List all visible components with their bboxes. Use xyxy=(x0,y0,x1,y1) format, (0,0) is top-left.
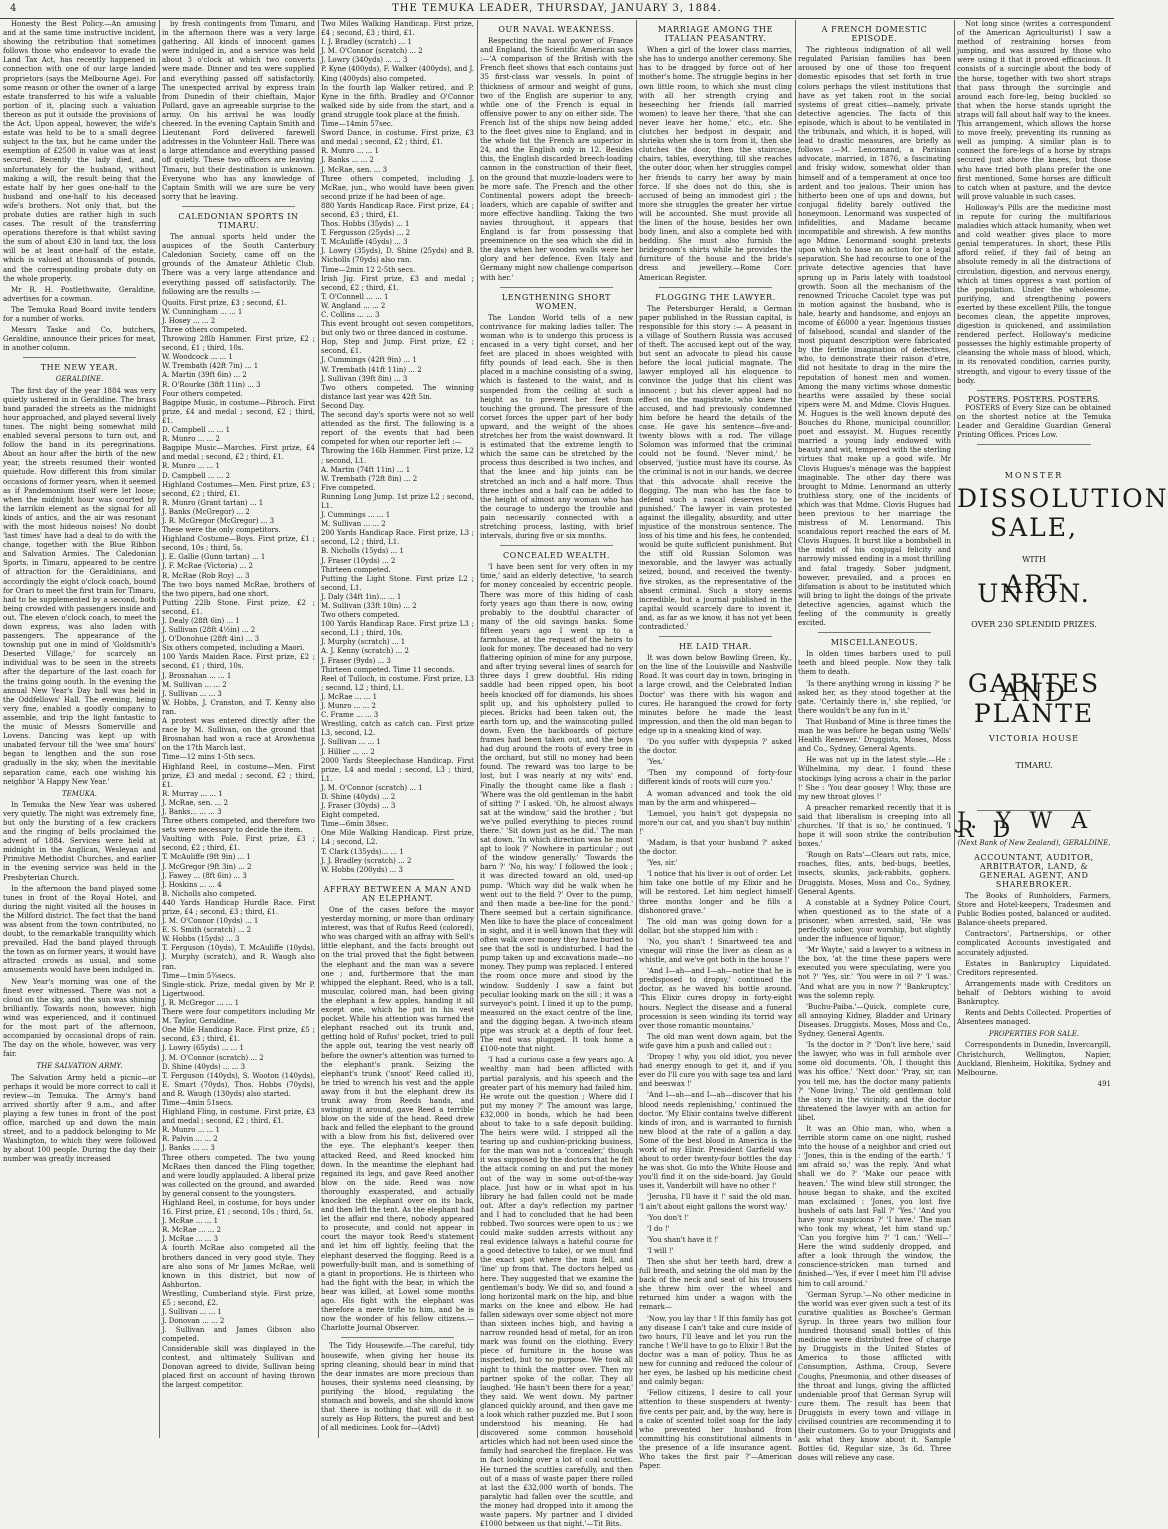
result-line: A. J. Kenny (scratch) ... 2 xyxy=(321,647,409,656)
result-line: Putting 22lb Stone. First prize, £2 ; second, £1. xyxy=(162,598,315,616)
article-paragraph: 'Buchu-Paiba.'—Quick, complete cure, all annoying Kidney, Bladder and Urinary Diseases. Druggists. Moses, Moss and Co., Sydney, General Agents. xyxy=(798,1002,951,1039)
result-line: J. Banks... ... ... 3 xyxy=(162,807,222,816)
article-paragraph: 'Now, you lay thar ! If this family has got any disease I can't take and cure inside of two hours, I'll leave and let you run the ranche ! We'll have to go to Elixir ! But the doctor was a man of policy. Thus he as new for cunning and reduced the colour of her eyes, he lashed up his medicine chest and calmly began: xyxy=(639,1314,792,1387)
article-paragraph: 'I have been sent for very often in my time,' said an elderly detective, 'to search for money concealed by eccentric people. There was more of this hiding of cash forty years ago than there is now, owing probably to the doubtful character of many of the old savings banks. Some fifteen years ago I went up to a farmhouse, at the request of the heirs to look for money. The deceased had no very flattering opinion of mine for any purpose, and after trying several lines of search for three days I grew doubtful. His riding saddle had been ripped open, his boot heels knocked off for diamonds, his shoes split up, and his upholstery pulled to pieces. Bricks had been taken out, the earth torn up, and the wainscoting pulled down. Even the backboards of picture frames had been taken out, and the boys had dug around the roots of every tree in the orchard, but still no money had been found. The reward was too large to be lost, but I was nearly at my wits' end. Finally the thought came like a flash : 'Where was the old gentleman in the habit of sitting ?' I asked. 'Oh, he almost always sat at the window,' said the brother ; 'but we've pulled everything to pieces round there.' 'Sit down just as he did.' The man sat down. 'In which direction was he most apt to look ?' Nowhere in particular ; out of the window generally.' 'Towards the barn ?' 'No, his way.' I followed the look ; it was directed toward an old, used-up pump. 'Which way did he walk when he went out to the field ?' Over to the pump, and then made a bee-line for the pond.' There seemed but a certain significance. Men like to have the place of concealment in sight, and it is well known that they will often walk over money they have buried to see that the soil is undisturbed. I had the pump taken up and excavations made—no money. They pump was replaced. I entered the room once more and stood by the window. Suddenly I saw a faint but peculiar looking mark on the sill ; it was a surveyor's point. I lined it up to the pump, measured on the exact centre of the line, and the digging began. A two-inch steam pipe was struck at a depth of four feet. The end was plugged. It took home a £100-note that night. xyxy=(480,563,633,1054)
result-line: A protest was entered directly after the race by M. Sullivan, on the ground that Brosnahan had won a race at Arowhenua on the 17th March last. xyxy=(162,717,315,753)
result-line: J. O'Donohue (28ft 4in) ... 3 xyxy=(162,635,260,644)
notice: Messrs Taske and Co, butchers, Geraldine, announce their prices for meat, in another column. xyxy=(3,326,156,353)
article-paragraph: In Temuka the New Year was ushered very quietly. The night was extremely fine, but only the bursting of a few crackers and the ringing of bells proclaimed the advent of 1884. Services were held at midnight in the Anglican, Wesleyan and Primitive Methodist Churches, and earlier in the evening service was held in the Presbyterian Church. xyxy=(3,800,156,882)
result-line: W. Angland ... ... 2 xyxy=(321,301,386,310)
result-line: J. Brosnahan ... ... 1 xyxy=(162,671,232,680)
result-line: W. Hobbs, J. Cranston, and T. Kenny also ran. xyxy=(162,698,315,716)
article-paragraph: 'Fellow citizens, I desire to call your attention to these suspenders at twenty-five cents per pair, and, by the way, here is a cake of scented toilet soap for the lady who prevented her husband from committing his constitutional ailments in the presence of a life insurance agent. Who takes the first pair ?'—American Paper. xyxy=(639,1389,792,1471)
divider xyxy=(500,287,613,288)
result-line: Highland Costumes—Men. First prize, £3 ; second, £2 ; third, £1. xyxy=(162,480,315,498)
article-paragraph: Not long since (writes a correspondent of the American Agriculturist) I saw a method of restraining horses from jumping, and was assured by those who were using it that it proved efficacious. It consists of a surcingle about the body of the horse, together with two short straps that pass through the surcingle and around each fore-leg, being buckled so that when the horse stands upright the straps will fall about half way to the knees. This arrangement, which allows the horse to move freely, preventing its running as well as jumping. A similar plan is to connect the fore-legs of a horse by straps secured just above the knees, but those who have tried both plans prefer the one first mentioned. Some horses are difficult to catch when at pasture, and the device will prove valuable in such cases. xyxy=(957,20,1111,201)
result-line: J. Murphy (scratch) ... 1 xyxy=(321,638,406,647)
headline: MISCELLANEOUS. xyxy=(830,638,919,648)
result-line: J. McRae, sen. ... 2 xyxy=(162,798,229,807)
divider xyxy=(182,206,295,207)
divider xyxy=(659,636,772,637)
result-line: J. Munro ... ... 2 xyxy=(321,702,376,711)
result-line: A. Martin (39ft 6in) ... 2 xyxy=(162,371,247,380)
ward-properties: PROPERTIES FOR SALE. xyxy=(988,1030,1080,1039)
notice: Mr R. H. Postlethwaite, Geraldine, advertises for a cowman. xyxy=(3,285,156,303)
result-line: J. Sullivan ... ... 1 xyxy=(162,1308,222,1317)
result-line: Time—14min 57sec. xyxy=(321,120,393,129)
article-paragraph: 'Is the doctor in ?' 'Don't live here,' said the lawyer, who was in full armhole over some old documents. 'Oh, I thought this was his office.' 'Next door.' 'Pray, sir, can you tell me, has the doctor many patients ?' 'None living.' The old gentleman told the story in the vicinity, and the doctor threatened the lawyer with an action for libel. xyxy=(798,1041,951,1122)
result-line: J. Fawey ... (8ft 6in) ... 3 xyxy=(162,871,247,880)
article-paragraph: 'You shan't have it !' xyxy=(647,1235,719,1244)
result-line: W. Hobbs (15yds) ... 3 xyxy=(162,935,240,944)
result-line: J. McRae ... ... 1 xyxy=(162,1217,219,1226)
article-paragraph: 'I had a curious case a few years ago. A wealthy man had been afflicted with partial paralysis, and his speech and the greater part of his memory had failed him. He wrote out the question ; Where did I put my money ?' The amount was large, £32,000 in bonds, which he had been about to take to a safe deposit building. The heirs were wild. I stripped all the tearing up and cushion-pricking business, for the man was not a 'concealer,' though it was supposed by the doctors that he felt the attack coming on and put the money out of the way in some out-of-the-way place. Just how or in what spot in his library he had fallen could not be made out. After a day's reflection my partner and I had to concluded that he had been robbed. Two sources were open to us ; we could make sudden arrests without any real evidence (always a hateful course for a good detective to take), or we must find the exact spot where the man fell, and 'line' up from that. The doctors helped us here. They suggested that we examine the gentleman's body. We did so, and found a long horizontal mark on the hip, and blue marks on the knee and elbow. He had fallen sideways over some object not more than sixteen inches high, and having a narrow rounded head of metal, for an iron mark was found on the clothing. Every piece of furniture in the house was inspected, but to no purpose. We took all night to think the matter over. Then my partner spoke of the collar. They all laughed. 'He hasn't been there for a year,' they said. We went down. My partner glanced quickly around, and then gave me a look which rather puzzled me. But I soon understood his meaning. He had discovered some common household articles which had not been used since the family had searched the fireplace. He was in fact looking over a lot of coal scuttles. He turned the scuttles carefully, and then out of a mass of waste paper there rolled at last the £32,000 worth of bonds. The paralytic had fallen over the scuttle, and the money had dropped into it among the waste papers. My partner and I divided £1000 between us that night.'—Tit Bits. xyxy=(480,1056,633,1529)
article-paragraph: A woman advanced and took the old man by the arm and whispered— xyxy=(639,789,792,807)
article-paragraph: When a girl of the lower class marries, she has to undergo another ceremony. She has to be dragged by force out of her mother's home. The struggle begins in her own little room, to which she must cling with all her strength crying and beseeching her friends (all married women) to leave her there, 'that she can never leave her home,' etc., etc. She clutches her bedpost in despair, and shrieks when she is torn from it, then she clutches the door, then the staircase, chairs, tables, everything, till she reaches the outer door, when her struggles compel her friends to carry her away by main force. If she does not do this, she is accused of being an immodest girl ; the more she struggles the greater her virtue will be accounted. She must provide all the linen of the house, besides her own body linen, and also a complete bed with bedding. She must also furnish the bridegroom's shirts while he provides the furniture of the house and the bride's dress and jewellery.—Rome Corr. American Register. xyxy=(639,46,792,282)
result-line: The second day's sports were not so well attended as the first. The following is a report of the events that had been competed for when our reporter left :— xyxy=(321,411,474,447)
result-line: I. J. Bradley (scratch) ... 1 xyxy=(321,38,412,47)
result-line: A fourth McRae also competed all the brothers danced in very good style. They are also sons of Mr James McRae, well known in this district, but now of Ashburton. xyxy=(162,1244,315,1289)
result-line: J. Fraser (9yds) ... 3 xyxy=(321,656,391,665)
ad-code: 491 xyxy=(1097,1079,1111,1088)
result-line: One Mile Walking Handicap. First prize, L4 ; second, L2. xyxy=(321,829,474,847)
result-line: Highland Costume—Boys. First prize, £1 ; second, 10s ; third, 5s. xyxy=(162,535,315,553)
result-line: J. Fraser (10yds) ... 2 xyxy=(321,556,396,565)
result-line: Highland Fling, in costume. First prize, £3 and medal ; second, £2 ; third, £1. xyxy=(162,1108,315,1126)
ward-paragraph: Rents and Debts Collected. Properties of Absentees managed. xyxy=(957,1009,1111,1027)
result-line: J. McRae ... ... 3 xyxy=(162,1235,219,1244)
result-line: T. O'Connell ... ... 1 xyxy=(321,292,389,301)
subheading: TEMUKA. xyxy=(61,789,98,798)
result-line: D. Campbell ... ... 2 xyxy=(162,471,231,480)
article-paragraph: 'Jerusha, I'll have it !' said the old man. 'I ain't about eight gallons the worst way.' xyxy=(639,1193,792,1211)
result-line: J. M. O'Connor (scratch) ... 1 xyxy=(321,783,423,792)
result-line: J. R. McGregor (McGregor) ... 3 xyxy=(162,516,275,525)
result-line: C. Collins ... ... 3 xyxy=(321,311,380,319)
result-line: R. Munro ... ... 2 xyxy=(162,435,220,444)
divider xyxy=(977,444,1091,445)
result-line: 200 Yards Handicap Race. First prize, L3 ; second, L2 ; third, L1. xyxy=(321,529,474,547)
article-paragraph: Then she shut her teeth hard, drew a full breath, and seizing the old man by the back of the neck and seat of his trousers she threw him over the wheel and returned him under a wagon with the remark— xyxy=(639,1258,792,1312)
result-line: The two boys named McRae, brothers of the two pipers, had one short. xyxy=(162,580,315,598)
result-line: R. Munro ... ... 1 xyxy=(162,462,220,471)
result-line: J. M. O'Connor (scratch) ... 2 xyxy=(321,47,423,56)
result-line: M. Sullivan (33ft 10in) ... 2 xyxy=(321,602,417,610)
result-line: Quoits. First prize, £3 ; second, £1. xyxy=(162,298,288,307)
result-line: J. Sullivan ... ... 3 xyxy=(162,689,222,698)
article-paragraph: A constable at a Sydney Police Court, when questioned as to the state of a prisoner, when arrested, said, 'He was perfectly sober, your worship, but slightly under the influence of liquor.' xyxy=(798,898,951,944)
column-4 xyxy=(477,20,636,1529)
ad-dissolution: DISSOLUTION xyxy=(957,484,1168,514)
headline: HE LAID THAR. xyxy=(678,642,753,652)
result-line: Running Long Jump. 1st prize L2 ; second, L1. xyxy=(321,492,474,510)
result-line: One Mile Handicap Race. First prize, £5 ; second, £3 ; third, £1. xyxy=(162,1026,315,1044)
article-paragraph: The annual sports held under the auspices of the South Canterbury Caledonian Society, came off on the grounds of the Amateur Athletic Club. There was a very large attendance and everything passed off satisfactorily. The following are the results :— xyxy=(162,233,315,296)
article-paragraph: In the afternoon the band played some tunes in front of the Royal Hotel, and during the night visited all the houses in the Milford district. The fact that the band was absent from the town contributed, no doubt, to the remarkable tranquility which prevailed. Had the band played through the town as on former years, it would have attracted crowds as usual, and some amusements would have been indulged in. xyxy=(3,884,156,975)
ward-address: (Next Bank of New Zealand), GERALDINE, xyxy=(957,838,1111,847)
ad-plante: PLANTE xyxy=(973,699,1095,729)
headline: THE NEW YEAR. xyxy=(40,363,119,373)
result-line: Time—6min 38sec. xyxy=(321,820,389,829)
result-line: Sword Dance, in costume. First prize, £3 and medal ; second, £2 ; third, £1. xyxy=(321,129,474,147)
article-paragraph: One of the cases before the mayor yesterday morning, or more than ordinary interest, was that of Rufus Reed (colored), who was charged with an affray with Sell's little elephant, and the facts brought out on the trial proved that the fight between the elephant and the man was a severe one ; and, furthermore that the man whipped the elephant. Reed, who is a tall, muscular, colored man, had been giving the elephant a few apples, handing it all except one, which he put in his vest pocket. While his attention was turned the elephant reached out its trunk and, getting hold of Rufus' pocket, tried to pull the apple out, tearing the vest nearly off before the owner's attention was turned to the elephant's prank. Seizing the elephant's trunk ('snoot' Reed called it), he tried to wrench his vest and the apple away from it but the elephant drew its trunk away from Reeds hands, and swinging it around, gave Reed a terrible blow on the side of the head. Reed drew back and felled the elephant to the ground with a blow from his fist, delivered over the eye. The elephant's keeper then attacked Reed, and Reed knocked him down. In the meantime the elephant had regained its legs, and gave Reed another blow on the side. Reed was now thoroughly exasperated, and actually knocked the elephant over on its back, and then left the tent. As the elephant had let the affair end there, nobody appeared to prosecute, and could not appear in court the mayor took Reed's statement and let him off lightly, feeling that the elephant deserved the flogging. Reed is a powerfully-built man, and is something of a giant in proportions. He is thirteen who had the fight with the bear, in which the bear was killed, at Lowel some months ago. His fight with the elephant was therefore a mere trifle to him, and he is now the wonder of his fellow citizens.—Charlotte Journal Observer. xyxy=(321,906,474,1333)
result-line: Thirteen competed. xyxy=(321,565,391,574)
result-line: T. Ferguson (10yds), T. McAuliffe (10yds), J. Murphy (scratch), and R. Waugh also ran. xyxy=(162,944,315,971)
ward-paragraph: Contractors', Partnerships, or other complicated Accounts investigated and accurately adjusted. xyxy=(957,930,1111,957)
results-list xyxy=(321,20,474,875)
result-line: J. E. Gallie (Gunn tartan) ... 1 xyxy=(162,553,266,562)
article-paragraph: The old man was going down for a dollar, but she stopped him with : xyxy=(639,917,792,935)
result-line: W. Trembath (42ft 7in) ... 1 xyxy=(162,362,259,371)
article-paragraph: New Year's morning was one of the finest ever witnessed. There was not a cloud on the sky, and the sun was shining brilliantly. Towards noon, however, high wind was experienced, and it continued for the most part of the afternoon, accompanied by occasional drops of rain. The day on the whole, however, was very fair. xyxy=(3,977,156,1059)
ward-paragraph: Correspondents in Dunedin, Invercargill, Christchurch, Wellington, Napier, Auckland, Blenheim, Hokitika, Sydney and Melbourne. xyxy=(957,1041,1111,1077)
article-paragraph: 'And I—ah—and I—ah—notice that he is predisposed to dropsy,' continued the doctor, as he waved his bottle around. 'This Elixir cures dropsy in forty-eight hours. Neglect the disease and a funeral procession is seen winding its torrid way over those romantic mountains.' xyxy=(639,967,792,1030)
headline: AFFRAY BETWEEN A MAN AND AN ELEPHANT. xyxy=(323,884,472,903)
result-line: P. Kyne (400yds), F. Walker (400yds), and J. King (400yds) also competed. xyxy=(321,65,475,83)
result-line: Five competed. xyxy=(321,483,376,492)
result-line: J. Sullivan ... ... 1 xyxy=(321,738,381,747)
result-line: J. Lowry (35yds), D. Shine (25yds) and B. Nicholls (70yds) also ran. xyxy=(321,247,474,265)
subheading: THE SALVATION ARMY. xyxy=(36,1062,123,1071)
posters-heading: POSTERS. POSTERS. POSTERS. xyxy=(967,394,1101,404)
ward-paragraph: Estates in Bankruptcy Liquidated. Creditors represented. xyxy=(957,959,1111,977)
notice: The Temuka Road Board invite tenders for a number of works. xyxy=(3,305,156,323)
ad-timaru: TIMARU. xyxy=(1015,761,1053,771)
result-line: Considerable skill was displayed in the contest, and ultimately Sullivan and Donovan agreed to divide, Sullivan being placed first on account of having thrown the largest competitor. xyxy=(162,1344,315,1389)
article-paragraph: Honesty the Best Policy.—An amusing and at the same time instructive incident, showing the retribution that sometimes follows those who endeavor to evade the Land Tax Act, has recently happened in connection with one of our large landed proprietors (says the Melbourne Age). For some reason or other the owner of a large estate transferred to his wife a valuable portion of it, placing such a valuation thereon as put it outside the provisions of the Act. Upon appeal, however, the wife's estate was held to be to a small degree subject to the tax, but he came under the exemption of £2500 in value was at least secured. Recently the lady died, and, unfortunately for the husband, without making a will, the result being that the estate half by her goes one-half to the husband and one-half to his deceased wife's brothers. Not only that, but the probate duties are rather high in such cases. The result of the transferring operations therefore is that whilst saving the sum of about £30 in land tax, the loss will be at least one-half of the estate, which is valued at thousands of pounds, and the corresponding probate duty on the whole property. xyxy=(3,20,156,283)
divider xyxy=(977,390,1091,391)
article-paragraph: The first day of the year 1884 was very quietly ushered in in Geraldine. The brass band paraded the streets as the midnight hour approached, and played several lively tunes. The night being somewhat mild enabled several persons to turn out, and follow the band in its peregrinations. About an hour after the birth of the new year, the streets resumed their wonted quietude. How different this from similar occasions of former years, when it seemed as if Pandemonium itself were let loose; when the midnight hour was courted by the larrikin element as the signal for all kinds of antics, and the air was resonant with the most hideous noises! No doubt 'last times' have had a deal to do with the change, together with the Blue Ribbon and Salvation Armies. The Caledonian Sports, in Timaru, appeared to be centre of attraction for the Geraldinians, and accordingly the eight o'clock coach, bound for Orari to meet the first train for Timaru, had to be supplemented by a second, both being crowded with passengers inside and out. The eleven o'clock coach, to meet the down express, was also laden with passengers. The appearance of the township put one in mind of 'Goldsmith's Deserted Village,' for scarcely an individual was to be seen in the streets after the departure of the last coach for the trains going south. In the evening the annual New Year's Day ball was held in the Oddfellows' Hall. The evening, being very fine, enabled a goodly company to assemble, and trip the light fantastic to the music of Messrs Somerville and Lovens. Dancing was kept up with unabated fervour till the 'wee sma' hours' began to lengthen and the sun rose gradually in the sky, when the inevitable separation came, each one wishing his neighbor 'A Happy New Year.' xyxy=(3,386,156,786)
result-line: Three others competed. xyxy=(162,326,247,334)
article-paragraph: The Salvation Army held a picnic—or perhaps it would be more correct to call it review—in Temuka. The Army's band arrived shortly after 9 a.m., and after playing a few tunes in front of the post office, marched up and down the main street, and to a paddock belonging to Mr Washington, to which they were followed by about 100 people. During the day their number was greatly increased xyxy=(3,1073,156,1164)
result-line: 2000 Yards Steeplechase Handicap. First prize, L4 and medal ; second, L3 ; third, L1. xyxy=(321,756,474,783)
result-line: W. Woodcock ... ... 1 xyxy=(162,353,233,362)
column-2 xyxy=(159,20,318,1438)
result-line: D. Shine (40yds) ... 2 xyxy=(321,792,396,801)
advertisement: Holloway's Pills are the medicine most in repute for curing the multifarious maladies which attack humanity, when wet and cold weather gives place to more genial temperatures. In short, these Pills afford relief, if they fail of being an absolute remedy in all the distractions of circulation, digestion, and nervous energy, which at times oppress a vast portion of the population. Under the wholesome, purifying, and strengthening powers exerted by these excellent Pills, the tongue becomes clean, the appetite improves, digestion is quickened, and assimilation rendered perfect. Holloway's medicine possesses the highly estimable property of cleansing the whole mass of blood, which, in its renovated condition, carries purity, strength, and vigour to every tissue of the body. xyxy=(957,203,1111,385)
result-line: R. Munro ... ... 1 xyxy=(321,147,379,156)
result-line: J. Dealy (28ft 6in) ... 1 xyxy=(162,617,240,625)
article-paragraph: 'Yes.' xyxy=(647,758,665,767)
result-line: Hop, Step and Jump. First prize, £2 ; second, £1. xyxy=(321,338,474,356)
result-line: J. Donovan ... ... 2 xyxy=(162,1317,225,1326)
result-line: E. S. Smith (scratch) ... 2 xyxy=(162,926,252,935)
result-line: Throwing 28lb Hammer. First prize, £2 ; second, £1 ; third, 10s. xyxy=(162,335,315,353)
divider xyxy=(341,1337,454,1338)
result-line: Putting the Light Stone. First prize L2 ; second, L1. xyxy=(321,574,474,592)
result-line: T. McAuliffe (9ft 9in) ... 1 xyxy=(162,853,251,862)
article-paragraph: 'I will !' xyxy=(647,1246,674,1255)
article-paragraph: The old man went down again, but the wife gave him a push and called out : xyxy=(639,1032,792,1050)
result-line: Wrestling, catch as catch can. First prize L3, second, L2. xyxy=(321,720,474,738)
column-7 xyxy=(954,20,1168,1438)
result-line: Irish Jig. First prize, £3 and medal ; second, £2 ; third, £1. xyxy=(321,274,474,292)
result-line: M. Sullivan ... ... 2 xyxy=(321,520,386,529)
result-line: J. McRae, sen. ... 3 xyxy=(321,165,388,174)
result-line: Three others competed, including J. McRae, jun., who would have been given second prize if he had been of age. xyxy=(321,174,474,201)
result-line: 100 Yards Maiden Race. First prize, £2 ; second, £1 ; third, 10s. xyxy=(162,653,315,671)
result-line: W. Cunningham ... ... 1 xyxy=(162,307,243,316)
headline: OUR NAVAL WEAKNESS. xyxy=(498,25,615,34)
result-line: J. Hillier ... ... 2 xyxy=(321,747,375,756)
result-line: Vaulting with Pole. First prize, £3 ; second, £2 ; third, £1. xyxy=(162,835,315,853)
result-line: J. M. O'Connor (scratch) ... 2 xyxy=(162,1053,264,1062)
result-line: R. McRae (Rob Roy) ... 3 xyxy=(162,571,250,580)
article-paragraph: 'I notice that his liver is out of order. Let him take one bottle of my Elixir and he will be restored. Let him neglect himself three months longer and he fills a dishonored grave.' xyxy=(639,870,792,915)
result-line: R. McRae ... ... 2 xyxy=(162,1226,222,1235)
ward-name: J. Y W A R D xyxy=(957,809,1094,844)
article-paragraph: 'Dropsy ! why, you old idiot, you never had energy enough to get it, and if you ever do I'll cure you with sage tea and lard and beeswax !' xyxy=(639,1053,792,1089)
headline: A FRENCH DOMESTIC EPISODE. xyxy=(821,25,928,44)
result-line: J. Sullivan and James Gibson also competed. xyxy=(162,1326,315,1344)
result-line: Second Day. xyxy=(321,401,365,410)
article-paragraph: He was not up in the latest style.—He : Wilhelmina, my dear, I found these stockings lying across a chair in the parlor !' She : 'You dear goosey ! Why, those are my new throat gloves !' xyxy=(798,756,951,801)
headline: LENGTHENING SHORT WOMEN. xyxy=(501,292,612,311)
result-line: J. Banks (McGregor) ... 2 xyxy=(162,507,250,516)
result-line: Six others competed, including a Maori. xyxy=(162,644,305,653)
result-line: T. Fergusson (25yds) ... 2 xyxy=(321,229,411,238)
result-line: T. Ferguson (140yds), S. Wooton (140yds), E. Smart (70yds), Thos. Hobbs (70yds), and R. Waugh (130yds) also started. xyxy=(162,1071,315,1098)
ad-prizes: OVER 230 SPLENDID PRIZES. xyxy=(971,619,1097,629)
result-line: D. Campbell ... ... 1 xyxy=(162,426,231,435)
divider xyxy=(341,879,454,880)
article-paragraph: That Husband of Mine is three times the man he was before he began using 'Wells' Health Renewer.' Druggists, Moses, Moss and Co., Sydney, General Agents. xyxy=(798,717,951,754)
results-list xyxy=(162,299,315,1390)
subheading: GERALDINE. xyxy=(55,375,104,384)
article-paragraph: 'Do you suffer with dyspepsia ?' asked the doctor. xyxy=(639,738,792,756)
result-line: Three others competed. The two young McRaes then danced the Fling together, and were loudly applauded. A liberal prize was collected on the ground, and awarded by general consent to the youngsters. xyxy=(162,1153,315,1198)
result-line: Time—1min 5¾secs. xyxy=(162,971,236,980)
result-line: J. Daly (34ft 1in)... ... 1 xyxy=(321,592,402,601)
headline: FLOGGING THE LAWYER. xyxy=(655,292,776,302)
result-line: Reel of Tulloch, in costume. First prize, L3 ; second, L2 ; third, L1. xyxy=(321,674,474,692)
result-line: Bagpipe Music—Marches. First prize, £4 and medal ; second, £2 ; third, £1. xyxy=(162,444,315,462)
result-line: J. Hoskins ... ... 4 xyxy=(162,880,222,889)
result-line: J. Fraser (30yds) ... 3 xyxy=(321,802,396,811)
result-line: J. McGregor (9ft 3in) ... 2 xyxy=(162,862,252,871)
result-line: These were the only competitors. xyxy=(162,526,281,535)
article-paragraph: 'Mr Wayte,' said a lawyer to a witness in the box, 'at the time these papers were executed you were speculating, were you not ?' 'Yes, sir.' 'You were in oil ?' 'I was.' 'And what are you in now ?' 'Bankruptcy,' was the solemn reply. xyxy=(798,946,951,1000)
article-paragraph: 'Then my compound of forty-four different kinds of roots will cure you.' xyxy=(639,769,792,787)
result-line: This event brought out seven competitors, but only two or three danced in costume. xyxy=(321,320,474,338)
result-line: R. Munro (Grant tartan) ... 1 xyxy=(162,498,264,507)
ward-paragraph: The Books of Runholders, Farmers, Store and Hotel-keepers, Tradesmen and Public Bodies posted, balanced or audited. Balance-sheets prepared. xyxy=(957,892,1111,928)
result-line: B. Nicholls (15yds) ... 1 xyxy=(321,547,404,556)
article-paragraph: It was down below Bowling Green, Ky., on the line of the Louisville and Nashville Road. It was court day in town, bringing in a large crowd, and the Celebrated Indian Doctor' was there with his wagon and cures. He harangued the crowd for forty minutes before he made the least impression, and then the old man began to edge up in a sneaking kind of way. xyxy=(639,654,792,735)
advertisement: The Tidy Housewife.—The careful, tidy housewife, when giving her house its spring cleaning, should bear in mind that the dear inmates are more precious than houses, their systems need cleansing, by purifying the blood, regulating the stomach and bowels, and she should know that there is nothing that will do it so surely as Hop Bitters, the purest and best of all medicines. Look for—(Advt) xyxy=(321,1342,474,1433)
article-paragraph: 'And I—ah—and I—ah—discover that his blood needs replenishing,' continued the doctor. 'My Elixir contains twelve different kinds of iron, and is warranted to furnish new blood at the rate of a gallon a day. Some of the best blood in America is the work of my Elixir. President Garfield was about to order twenty-four bottles the day he was shot. Go into the White House and you'll find it on the side-board. Jay Gould uses it, Vanderbilt will have no other !' xyxy=(639,1091,792,1191)
result-line: J. Banks ... ... 3 xyxy=(162,1144,215,1153)
result-line: Thirteen competed. Time 11 seconds. xyxy=(321,665,455,674)
ad-with: WITH xyxy=(1022,554,1046,564)
column-1 xyxy=(0,20,159,1438)
result-line: Time—12 mins 1-5th secs. xyxy=(162,753,256,762)
result-line: Time—4min 51secs. xyxy=(162,1098,234,1107)
result-line: J. Sullivan (28ft 4½in) ... 2 xyxy=(162,626,256,635)
result-line: Throwing the 16lb Hammer. First prize, L2 ; second, L1. xyxy=(321,447,474,465)
article-paragraph: 'Yes, sir.' xyxy=(647,859,678,868)
divider xyxy=(818,632,931,633)
article-paragraph: 'German Syrup.'—No other medicine in the world was ever given such a test of its curative qualities as Boschee's German Syrup. In three years two million four hundred thousand small bottles of this medicine were distributed free of charge by Druggists in the United States of America to those afflicted with Consumption, Asthma, Croup, Severe Coughs, Pneumonia, and other diseases of the throat and lungs, giving the afflicted undeniable proof that German Syrup will cure them. The result has been that Druggists in every town and village in civilised countries are recommending it to their customers. Go to your Druggists and ask what they know about it. Sample Bottles 6d. Regular size, 3s 6d. Three doses will relieve any case. xyxy=(798,1290,951,1463)
result-line: J. Sullivan (39ft 8in) ... 3 xyxy=(321,374,408,383)
masthead-title: THE TEMUKA LEADER, THURSDAY, JANUARY 3, 1884. xyxy=(392,3,722,14)
page-number: 4 xyxy=(10,3,18,14)
ward-paragraph: Arrangements made with Creditors on behalf of Debtors wishing to avoid Bankruptcy. xyxy=(957,979,1111,1007)
headline: MARRIAGE AMONG THE ITALIAN PEASANTRY. xyxy=(657,25,774,44)
result-line: Bagpipe Music, in costume—Pibroch. First prize, £4 and medal ; second, £2 ; third, £1. xyxy=(162,398,315,425)
article-paragraph: The righteous indignation of all well regulated Parisian families has been aroused by one of those too frequent domestic episodes that set forth in true colors perhaps the vilest institutions that have as yet taken root in the social systems of great cities—namely, private detective agencies. The facts of this episode, which is about to be ventilated in the tribunals, and which, it is hoped, will lead to drastic measures, are briefly as follows :—M. Lenormand, a Parisian advocate, married, in 1876, a fascinating and frisky widow, somewhat older than himself and of a temperament at once too ardent and too jealous. Their union has hitherto been one of ups and downs, but conjugal fidelity barely outlived the honeymoon. Lenormand was suspected of infidelities, and Madame became incompatible and shrewish. A few months ago Mdme. Lenormand sought pretexts upon which to base an action for a legal separation. She had recourse to one of the private detective agencies that have sprung up in Paris lately with toadstool growth. Soon all the mechanism of the renowned Tricoche Cacolet type was put in motion against the husband, who is hale, hearty and handsome, and enjoys an income of £6000 a year. Ingenious tissues of falsehood, scandal and slander of the most piquant description were fabricated by the fertile imagination of detectives, who, to demonstrate their raison d'etre, did not hesitate to drag in the mire the reputation of honest men and women. Among the many victims whose domestic hearths were assailed by these social vipers were M. and Mdme. Clovis Hugues. M. Hugues is the well known deputé des Bouches du Rhone, municipal councillor, poet and essayist. M. Hugues recently married a young lady endowed with beauty and wit, tempered with the sterling virtues that make up a good wife. Mr Clovis Hugues's ménage was the happiest imaginable. The other day there was brought to Mdme. Lenormand an utterly truthless story, one of the incidents of which was that Mdme. Clovis Hugues had been previous to her marriage the mistress of M. Lenormand. This scandalous report reached the ears of M. Clovis Hugues. It burst like a bombshell in the midst of his conjugal felicity and narrowly missed ending in a most thrilling and fatal tragedy. Sober judgment, however, prevailed, and a proces en difamation is about to be instituted which will bring to light the doings of the private detective agencies, against which the feeling of the community is greatly excited. xyxy=(798,46,951,628)
ad-art-union: ART UNION. xyxy=(977,569,1091,608)
result-line: R. O'Rourke (38ft 11in) ... 3 xyxy=(162,380,261,389)
article-paragraph: In olden times barbers used to pull teeth and bleed people. Now they talk them to death. xyxy=(798,650,951,677)
result-line: J. M. O'Connor (10yds) ... 1 xyxy=(162,917,259,926)
result-line: Thos. Hobbs (35yds) ... 1 xyxy=(321,220,410,229)
result-line: J. Lowry (340yds) ... ... 3 xyxy=(321,56,408,65)
result-line: W. Hobbs (200yds) ... 3 xyxy=(321,865,403,874)
divider xyxy=(659,287,772,288)
column-3 xyxy=(318,20,477,1438)
result-line: Two others competed. The winning distance last year was 42ft 5in. xyxy=(321,383,474,401)
result-line: R. Murray ... ... 1 xyxy=(162,789,223,798)
column-6 xyxy=(795,20,954,1463)
article-paragraph: 'You don't !' xyxy=(647,1213,689,1222)
result-line: J. F. McRae (Victoria) ... 2 xyxy=(162,562,253,571)
result-line: 880 Yards Handicap Race. First prize, £4 ; second, £3 ; third, £1. xyxy=(321,201,474,219)
result-line: In the fourth lap Walker retired, and P. Kyne in the fifth. Bradley and O'Connor walked side by side from the start, and a grand struggle took place at the finish. xyxy=(321,83,474,119)
result-line: Time—2min 12 2-5th secs. xyxy=(321,265,416,274)
article-paragraph: 'No, you shan't ! Smartweed tea and vinegar will rinse the liver as clean as a whistle, and we've got both in the house !' xyxy=(639,937,792,965)
result-line: Highland Reel, in costume—Men. First prize, £3 and medal ; second, £2 ; third, £1. xyxy=(162,762,315,789)
article-paragraph: 'I do !' xyxy=(647,1224,670,1233)
result-line: 440 Yards Handicap Hurdle Race. First prize, £4 ; second, £3 ; third, £1. xyxy=(162,898,315,916)
result-line: Four others competed. xyxy=(162,389,243,398)
article-paragraph: Respecting the naval power of France and England, the Scientific American says :—'A comparison of the British with the French fleet shows that each contains just 35 first-class war vessels. In point of thickness of armour and weight of guns, two of the English are superior to any, while one of the French is equal in offensive power to any on either side. The French list of the ships now being added to the fleet gives nine to England, and in the whole list the French are superior in 24, and the English only in 12. Besides this, the English discarded breech-loading cannon in the construction of their fleet, on the ground that muzzle-loaders were to be more safe. The French and the other Continental powers adopt the breech-loaders, which are capable of swifter and more effective handling. Taking the two navies throughout, it appears that England is far from possessing that preeminence on the sea which she did in the days when her wooden walls were her glory and her defence. Even Italy and Germany might now challenge comparison with her.' xyxy=(480,37,633,282)
result-line: D. Shine (40yds) ... ... 3 xyxy=(162,1062,246,1071)
result-line: Wrestling, Cumberland style. First prize, £5 ; second, £2. xyxy=(162,1289,315,1308)
result-line: J. Cummings (42ft 9in) ... 1 xyxy=(321,356,417,365)
ad-monster: MONSTER xyxy=(1004,471,1064,481)
result-line: B. Nicholls also competed. xyxy=(162,889,257,898)
result-line: Two Miles Walking Handicap. First prize, £4 ; second, £3 ; third, £1. xyxy=(321,20,474,38)
ad-victoria-house: VICTORIA HOUSE xyxy=(988,734,1080,744)
article-paragraph: 'Lemuel, you hain't got dyspepsia no more'n our cat, and you shan't buy nuthin' !' xyxy=(639,809,792,836)
masthead xyxy=(0,0,1114,19)
ad-gabites: GABITES AND xyxy=(967,668,1101,707)
headline: CONCEALED WEALTH. xyxy=(502,551,611,561)
result-line: Eight competed. xyxy=(321,811,380,820)
result-line: J. R. McGregor ... ... 1 xyxy=(162,998,240,1007)
column-5 xyxy=(636,20,795,1471)
result-line: J. Banks ... ... 2 xyxy=(321,156,374,165)
result-line: M. Sullivan ... ... 2 xyxy=(162,680,227,689)
headline: CALEDONIAN SPORTS IN TIMARU. xyxy=(178,211,299,230)
ad-sale: SALE, xyxy=(990,513,1078,543)
result-line: C. Frame ... ... 3 xyxy=(321,711,379,720)
result-line: R. Palvin ... ... 2 xyxy=(162,1135,218,1144)
result-line: R. Munro ... ... 1 xyxy=(162,1126,220,1135)
article-paragraph: 'Rough on Rats'—Clears out rats, mice, roaches, flies, ants, bed-bugs, beetles, insects, skunks, jack-rabbits, gophers. Druggists. Moses, Moss and Co., Sydney, General Agents. xyxy=(798,851,951,896)
posters-notice: POSTERS of Every Size can be obtained on the shortest notice at the Temuka Leader and Geraldine Guardian General Printing Offices. Prices Low. xyxy=(957,403,1111,440)
divider xyxy=(500,545,613,546)
result-line: J. Cummings ... ... 1 xyxy=(321,511,391,520)
result-line: A. Martin (74ft 11in) ... 1 xyxy=(321,465,411,474)
result-line: T. McAuliffe (45yds) ... 3 xyxy=(321,238,408,247)
result-line: Single-stick. Prize, medal given by Mr P. Ligertwood. xyxy=(162,980,315,998)
ward-title: ACCOUNTANT, AUDITOR, ARBITRATOR, LAND, & GENERAL AGENT, AND SHAREBROKER. xyxy=(974,852,1094,889)
result-line: W. Trembath (72ft 8in) ... 2 xyxy=(321,474,418,483)
result-line: J. Lowry (65yds) ... ... 1 xyxy=(162,1044,244,1053)
result-line: 100 Yards Handicap Race. First prize L3 ; second, L1 ; third, 10s. xyxy=(321,620,474,638)
result-line: Highland Reel, in costume, for boys under 16. First prize, £1 ; second, 10s ; third, 5s. xyxy=(162,1199,315,1217)
divider xyxy=(23,357,136,358)
result-line: Two others competed. xyxy=(321,611,400,620)
result-line: Three others competed, and therefore two sets were necessary to decide the item. xyxy=(162,817,315,835)
article-paragraph: A preacher remarked recently that it is said that liberalism is creeping into all churches. 'If that is so,' he continued, 'I hope it will soon strike the contribution boxes.' xyxy=(798,803,951,849)
result-line: There were four competitors including Mr M. Taylor, Geraldine. xyxy=(162,1008,315,1026)
result-line: J. J. Bradley (scratch) ... 2 xyxy=(321,856,412,865)
result-line: J. McRae ... ... 1 xyxy=(321,692,378,701)
article-paragraph: by fresh contingents from Timaru, and in the afternoon there was a very large gathering. All kinds of innocent games were indulged in, and a service was held about 3 o'clock at which two converts were made. Dinner and tea were supplied and everything passed off satisfactorily. The unexpected arrival by express train from Dunedin of their chieftain, Major Pollard, gave an agreeable surprise to the army. On his arrival he was loudly cheered. In the evening Captain Smith and Lieutenant Ford delivered farewell addresses in the Volunteer Hall. There was a large attendance and everything passed off quietly. These two officers are leaving Timaru, but their destination is unknown. Everyone who has any knowledge of Captain Smith will we are sure be very sorry that he leaving. xyxy=(162,20,315,201)
result-line: J. Hosey ... ... 2 xyxy=(162,316,216,325)
article-paragraph: It was an Ohio man, who, when a terrible storm came on one night, rushed into the house of a neighbor and cried out : 'Jones, this is the ending of the earth.' 'I am afraid so,' was the reply. 'And what shall we do ?' 'Make our peace with heaven.' The wind blew still stronger, the house began to shake, and the excited man exclaimed : 'Jones, you lost five bushels of oats last Fall ?' 'Yes.' 'And you have your suspicions ?' 'I have.' The man who took my wheat, let him stand up.' 'Can you forgive him ?' 'I can.' 'Well—' Here the wind suddenly dropped, and after a look through the window, the conscience-stricken man turned and finished—'Yes, if ever I meet him I'll advise him to call around.' xyxy=(798,1124,951,1288)
article-paragraph: The London World tells of a new contrivance for making ladies taller. The woman who is to undergo this process is encased in a very tight corset, and her feet are placed in shoes weighted with fifty pounds of lead each. She is then placed in a machine consisting of a swing, which is fastened to the waist, and is suspended from the ceiling at such a height as to prevent her feet from touching the ground. The pressure of the corset forces the upper part of her body upward, and the weight of the shoes stretches her from the waist downward. It is estimated that the extreme length to which the same can be stretched by the process thus described is two inches, and that the knee and hip joints can be stretched an inch and a half more. Thus three inches and a half can be added to the height of almost any woman who has the courage to undergo the trouble and pain necessarily connected with a stretching process, lasting, with brief intervals, during five or six months. xyxy=(480,313,633,541)
result-line: W. Trembath (41ft 11in) ... 2 xyxy=(321,365,422,374)
result-line: T. Clark (135yds)... ... 1 xyxy=(321,847,404,856)
article-paragraph: 'Is there anything wrong in kissing ?' he asked her, as they stood together at the gate. 'Certainly there is,' she replied, 'or there wouldn't be any fun in it.' xyxy=(798,679,951,715)
article-paragraph: 'Madam, is that your husband ?' asked the doctor. xyxy=(639,838,792,857)
article-paragraph: The Petersburger Herald, a German paper published in the Russian capital, is responsible for this story :— A peasant in a village of Southern Russia was accused of theft. The accused kept out of the way, but sent an advocate to plead his cause before the local judicial magnate. The lawyer employed all his eloquence to convince the judge that his client was innocent ; but his clever appeal had no effect on the magistrate, who knew the accused, and had previously condemned him before he heard the details of the case. He gave his sentence—five-and-twenty blows with a rod. The village Solomon was informed that the criminal could not be found. 'Never mind,' he observed, 'justice must have its course. As the criminal is not in our hands, we decree that this advocate shall receive the flogging. The man who has the face to defend such a rascal deserves to be punished.' The lawyer in vain protested against the illegality, absurdity, and utter injustice of the monstrous sentence. The loss of his time and his fees, he contended, would be quite sufficient punishment. But the stiff old Russian Solomon was inexorable, and the lawyer was actually seized, bound, and received the twenty-five strokes, as the representative of the absent criminal. Such a story seems incredible, but a journal published in the capital would scarcely dare to invent it, and, as far as we know, it has not yet been contradicted.' xyxy=(639,304,792,631)
